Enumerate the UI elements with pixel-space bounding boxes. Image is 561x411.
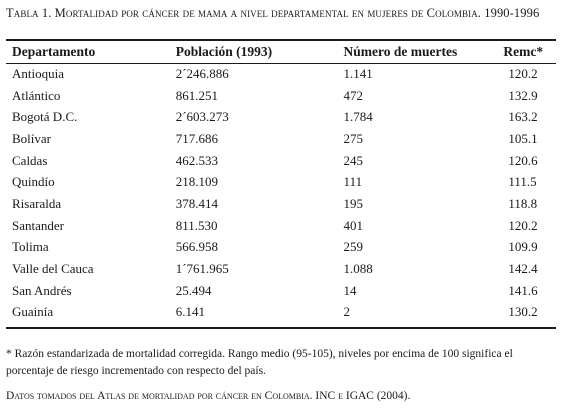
muertes-cell: 111 [343,174,363,190]
muertes-cell: 195 [343,195,364,211]
column-header-poblacion: Población (1993) [175,44,273,59]
table-row [6,171,556,193]
table-row [6,106,556,128]
table-row [6,63,556,85]
remc-cell: 120.2 [508,217,538,233]
poblacion-cell: 811.530 [175,217,218,233]
table-row [6,193,556,215]
poblacion-cell: 2´603.273 [175,109,229,125]
poblacion-cell: 2´246.886 [175,65,229,81]
remc-cell: 132.9 [508,87,538,103]
remc-cell: 105.1 [508,130,538,146]
poblacion-cell: 218.109 [175,174,218,190]
remc-cell: 120.6 [508,152,538,168]
table-row [6,280,556,302]
table-row [6,128,556,150]
departamento-cell: Quindío [12,174,55,190]
poblacion-cell: 861.251 [175,87,218,103]
column-header-remc: Remc* [503,44,544,59]
footnote: * Razón estandarizada de mortalidad corregida. Rango medio (95-105), niveles por encima de 100 significa el porcentaje de riesgo incrementado con respecto del país. [6,348,513,377]
muertes-cell: 1.141 [343,65,373,81]
departamento-cell: Antioquia [12,65,64,81]
remc-cell: 118.8 [508,195,538,211]
muertes-cell: 245 [343,152,364,168]
table-row [6,85,556,107]
table-row [6,150,556,172]
muertes-cell: 275 [343,130,364,146]
poblacion-cell: 462.533 [175,152,218,168]
departamento-cell: Valle del Cauca [12,261,94,277]
muertes-cell: 2 [343,304,351,320]
column-header-departamento: Departamento [12,44,96,59]
remc-cell: 111.5 [508,174,537,190]
source-note: Datos tomados del Atlas de mortalidad por cáncer en Colombia. INC e IGAC (2004). [6,390,411,402]
table-row [6,258,556,280]
departamento-cell: Guainía [12,304,54,320]
poblacion-cell: 717.686 [175,130,218,146]
remc-cell: 120.2 [508,65,538,81]
poblacion-cell: 25.494 [175,282,212,298]
departamento-cell: Risaralda [12,195,62,211]
departamento-cell: Tolima [12,239,49,255]
muertes-cell: 1.784 [343,109,373,125]
muertes-cell: 259 [343,239,364,255]
poblacion-cell: 378.414 [175,195,218,211]
table-row [6,215,556,237]
muertes-cell: 14 [343,282,357,298]
table-body [6,63,556,323]
table-bottom-rule [6,327,556,329]
departamento-cell: Santander [12,217,64,233]
muertes-cell: 1.088 [343,261,373,277]
table-row [6,237,556,259]
table-row [6,302,556,324]
muertes-cell: 401 [343,217,364,233]
poblacion-cell: 1´761.965 [175,261,229,277]
remc-cell: 141.6 [508,282,538,298]
remc-cell: 130.2 [508,304,538,320]
column-header-muertes: Número de muertes [343,44,458,59]
remc-cell: 163.2 [508,109,538,125]
departamento-cell: Bogotá D.C. [12,109,78,125]
departamento-cell: Bolívar [12,130,51,146]
departamento-cell: San Andrés [12,282,72,298]
poblacion-cell: 6.141 [175,304,205,320]
remc-cell: 142.4 [508,261,538,277]
remc-cell: 109.9 [508,239,538,255]
departamento-cell: Atlántico [12,87,61,103]
mortality-table [6,41,556,323]
poblacion-cell: 566.958 [175,239,218,255]
departamento-cell: Caldas [12,152,48,168]
table-header-row [6,41,556,63]
table-caption: Tabla 1. Mortalidad por cáncer de mama a nivel departamental en mujeres de Colombia. 1990-1996 [6,6,540,20]
muertes-cell: 472 [343,87,364,103]
